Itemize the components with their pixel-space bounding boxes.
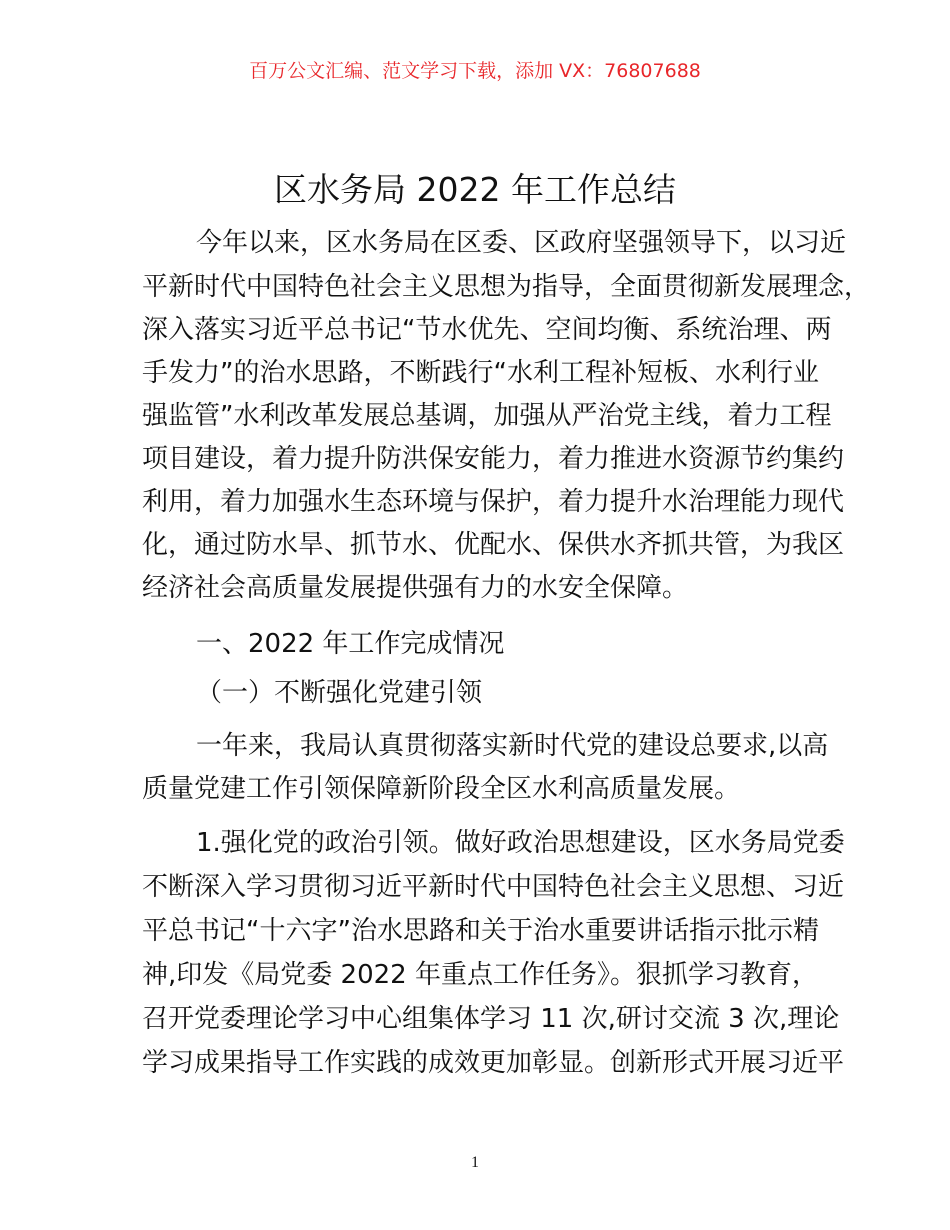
paragraph-line: 神,印发《局党委 2022 年重点工作任务》。狠抓学习教育，	[142, 960, 818, 990]
paragraph-line: 1.强化党的政治引领。做好政治思想建设，区水务局党委	[196, 828, 845, 858]
paragraph-line: 利用，着力加强水生态环境与保护，着力提升水治理能力现代	[142, 487, 845, 517]
paragraph-line: 化，通过防水旱、抓节水、优配水、保供水齐抓共管，为我区	[142, 530, 845, 560]
paragraph-line: 召开党委理论学习中心组集体学习 11 次,研讨交流 3 次,理论	[142, 1004, 840, 1034]
paragraph-line: 强监管”水利改革发展总基调，加强从严治党主线，着力工程	[142, 401, 832, 431]
paragraph-line: 不断深入学习贯彻习近平新时代中国特色社会主义思想、习近	[142, 872, 845, 902]
paragraph-line: 项目建设，着力提升防洪保安能力，着力推进水资源节约集约	[142, 444, 845, 474]
paragraph-line: 平总书记“十六字”治水思路和关于治水重要讲话指示批示精	[142, 916, 819, 946]
document-title: 区水务局 2022 年工作总结	[274, 170, 676, 209]
paragraph-line: 今年以来，区水务局在区委、区政府坚强领导下，以习近	[196, 228, 847, 258]
watermark-header: 百万公文汇编、范文学习下载，添加 VX：76807688	[249, 60, 701, 82]
paragraph-line: 手发力”的治水思路，不断践行“水利工程补短板、水利行业	[142, 358, 819, 388]
paragraph-line: 质量党建工作引领保障新阶段全区水利高质量发展。	[142, 774, 741, 804]
subsection-heading: （一）不断强化党建引领	[196, 678, 483, 708]
paragraph-line: 深入落实习近平总书记“节水优先、空间均衡、系统治理、两	[142, 315, 832, 345]
paragraph-line: 平新时代中国特色社会主义思想为指导，全面贯彻新发展理念，	[142, 272, 871, 302]
paragraph-line: 学习成果指导工作实践的成效更加彰显。创新形式开展习近平	[142, 1048, 845, 1078]
section-heading: 一、2022 年工作完成情况	[196, 629, 505, 659]
paragraph-line: 一年来，我局认真贯彻落实新时代党的建设总要求,以高	[196, 731, 829, 761]
paragraph-line: 经济社会高质量发展提供强有力的水安全保障。	[142, 573, 689, 603]
page-number: 1	[471, 1154, 479, 1171]
